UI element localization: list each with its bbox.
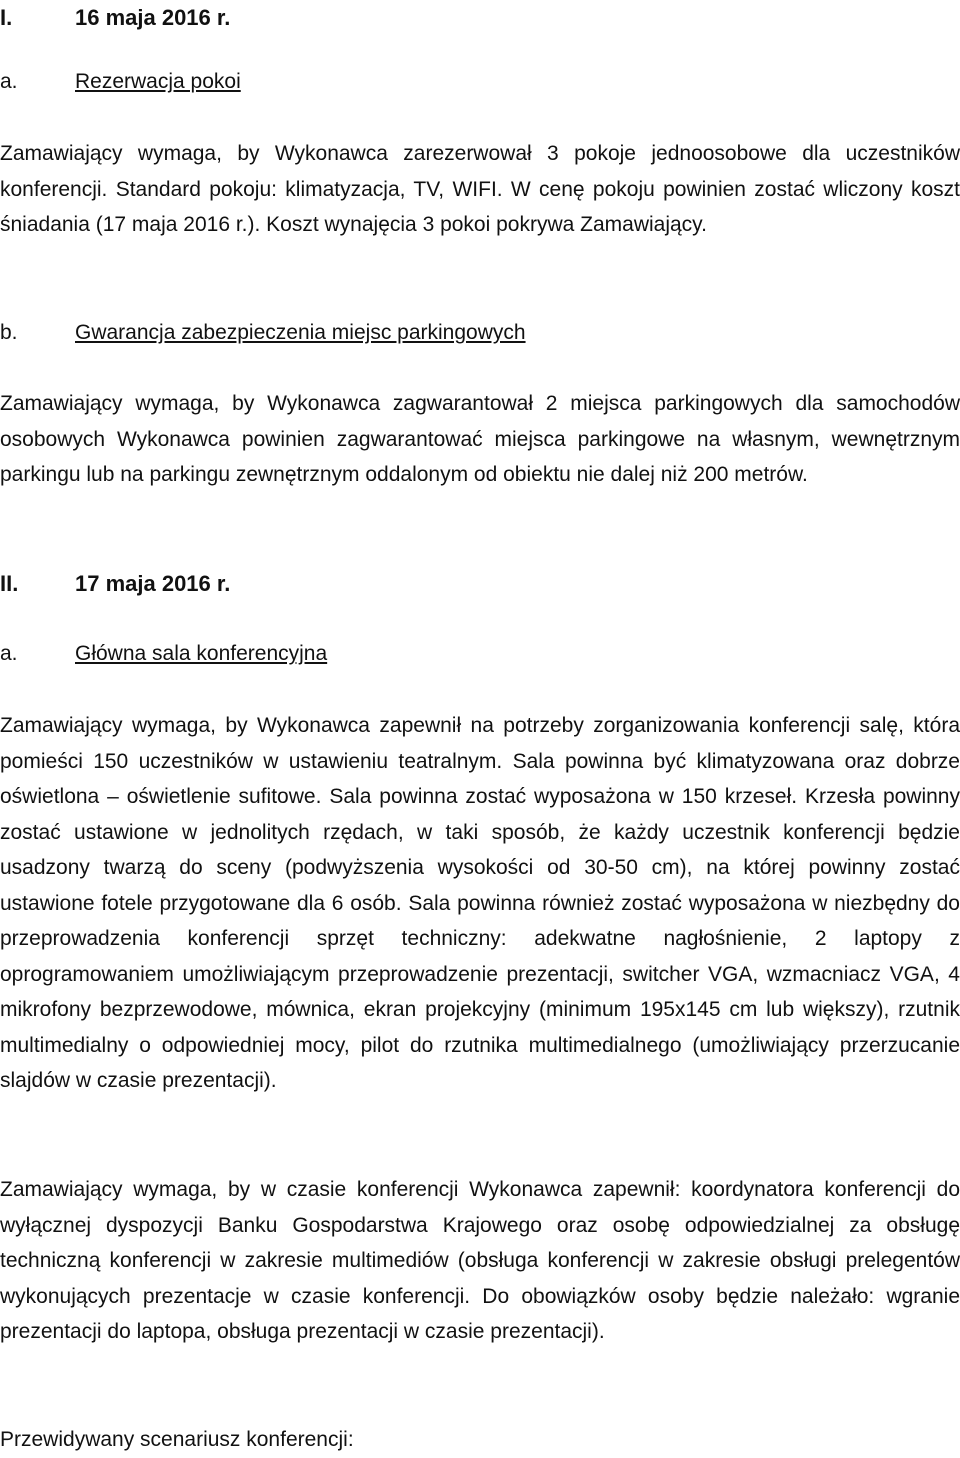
section-1-item-b-letter: b. [0, 321, 18, 344]
section-2-item-a-letter: a. [0, 642, 18, 665]
section-1-item-a-heading [0, 64, 960, 100]
section-1-number: I. [0, 5, 13, 30]
section-1-item-b-title: Gwarancja zabezpieczenia miejsc parkingowych [75, 321, 526, 344]
section-1-item-b-heading [0, 315, 960, 351]
section-1-item-a-letter: a. [0, 70, 18, 93]
section-2-heading [0, 566, 960, 602]
section-2-item-a-heading [0, 636, 960, 672]
scenario-label: Przewidywany scenariusz konferencji: [0, 1428, 354, 1451]
section-2-item-a-title: Główna sala konferencyjna [75, 642, 328, 665]
section-1-heading [0, 0, 960, 36]
section-1-item-a-title: Rezerwacja pokoi [75, 70, 241, 93]
section-2-item-a-paragraph-2: Zamawiający wymaga, by w czasie konferencji Wykonawca zapewnił: koordynatora konferencji do wyłącznej dyspozycji Banku Gospodarstwa Krajowego oraz osobę odpowiedzialnej za obsługę techniczną konferencji w zakresie multimediów (obsługa konferencji w zakresie obsługi prelegentów wykonujących prezentacje w czasie konferencji. Do obowiązków osoby będzie należało: wgranie prezentacji do laptopa, obsługa prezentacji w czasie prezentacji). [0, 1178, 960, 1343]
section-1-item-a-paragraph: Zamawiający wymaga, by Wykonawca zarezerwował 3 pokoje jednoosobowe dla uczestników konferencji. Standard pokoju: klimatyzacja, TV, WIFI. W cenę pokoju powinien zostać wliczony koszt śniadania (17 maja 2016 r.). Koszt wynajęcia 3 pokoi pokrywa Zamawiający. [0, 142, 960, 236]
section-2-date: 17 maja 2016 r. [75, 571, 231, 596]
section-2-item-a-paragraph: Zamawiający wymaga, by Wykonawca zapewnił na potrzeby zorganizowania konferencji salę, która pomieści 150 uczestników w ustawieniu teatralnym. Sala powinna być klimatyzowana oraz dobrze oświetlona – oświetlenie sufitowe. Sala powinna zostać wyposażona w 150 krzeseł. Krzesła powinny zostać ustawione w jednolitych rzędach, w taki sposób, że każdy uczestnik konferencji będzie usadzony twarzą do sceny (podwyższenia wysokości od 30-50 cm), na której powinny zostać ustawione fotele przygotowane dla 6 osób. Sala powinna również zostać wyposażona w niezbędny do przeprowadzenia konferencji sprzęt techniczny: adekwatne nagłośnienie, 2 laptopy z oprogramowaniem umożliwiającym przeprowadzenie prezentacji, switcher VGA, wzmacniacz VGA, 4 mikrofony bezprzewodowe, mównica, ekran projekcyjny (minimum 195x145 cm lub większy), rzutnik multimedialny o odpowiedniej mocy, pilot do rzutnika multimedialnego (umożliwiający przerzucanie slajdów w czasie prezentacji). [0, 714, 960, 1092]
section-1-item-b-paragraph: Zamawiający wymaga, by Wykonawca zagwarantował 2 miejsca parkingowych dla samochodów osobowych Wykonawca powinien zagwarantować miejsca parkingowe na własnym, wewnętrznym parkingu lub na parkingu zewnętrznym oddalonym od obiektu nie dalej niż 200 metrów. [0, 392, 960, 486]
section-1-date: 16 maja 2016 r. [75, 5, 231, 30]
section-2-number: II. [0, 571, 19, 596]
